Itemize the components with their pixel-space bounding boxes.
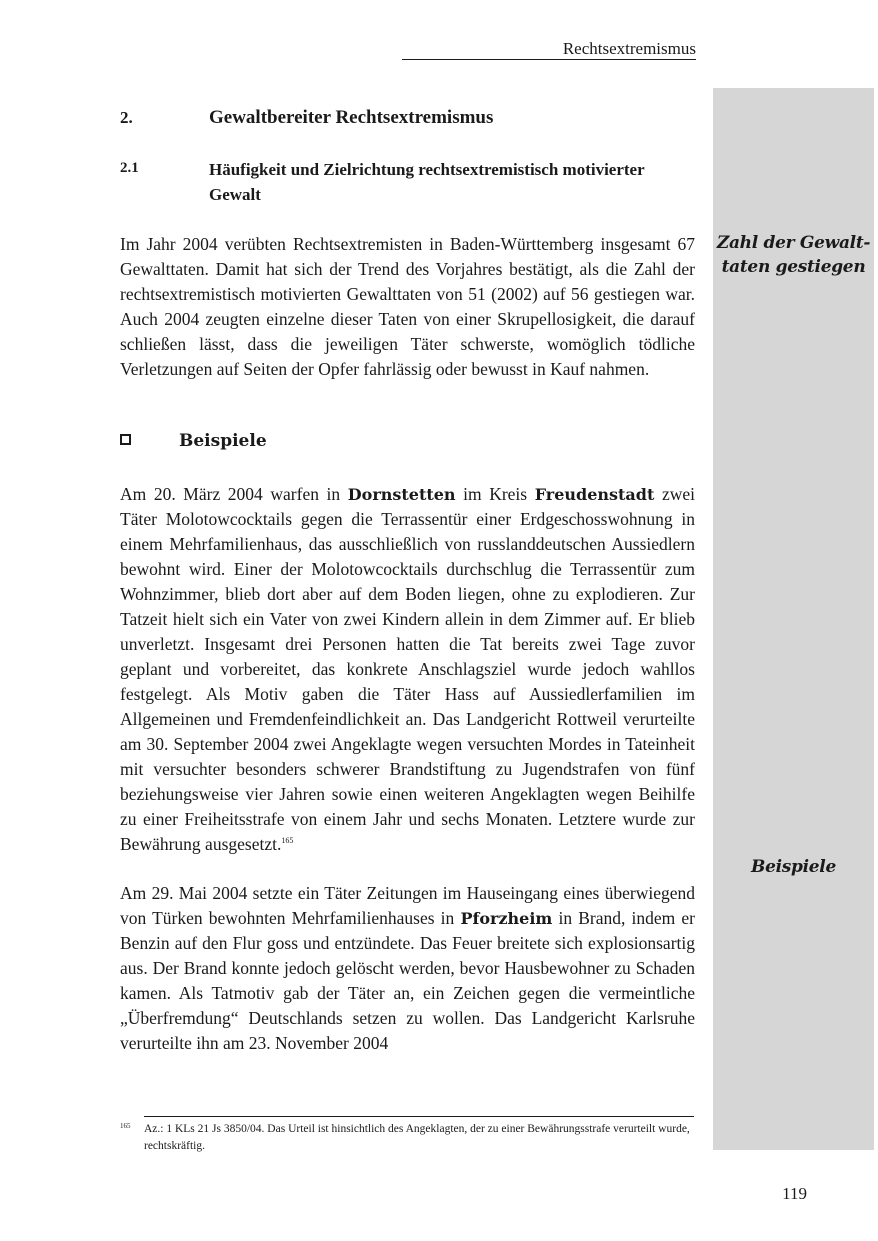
checkbox-bullet-icon <box>120 434 131 445</box>
examples-heading: Beispiele <box>179 431 267 451</box>
subsection-number: 2.1 <box>120 160 139 176</box>
paragraph-intro: Im Jahr 2004 verübten Rechtsextremisten in Baden-Württemberg insgesamt 67 Gewalttaten. Damit hat sich der Trend des Vorjahres bestätigt, als die Zahl der rechtsextremistisch motivierten Gewalttaten von 51 (2002) auf 56 gestiegen war. Auch 2004 zeugten einzelne dieser Taten von einer Skrupellosigkeit, die darauf schließen lässt, dass die jeweiligen Täter schwerste, womöglich tödliche Verletzungen auf Seiten der Opfer fahrlässig oder bewusst in Kauf nahmen. <box>120 234 695 379</box>
footnote-reference[interactable]: 165 <box>281 836 294 846</box>
paragraph-example-dornstetten <box>120 482 695 857</box>
place-name-dornstetten: Dornstetten <box>347 485 456 504</box>
text-fragment: Am 29. Mai 2004 setzte ein Täter Zeitungen im Hauseingang eines überwiegend von Türken bewohnten Mehrfamilienhauses in <box>120 883 695 928</box>
margin-note-gewalttaten: Zahl der Gewalt-taten gestiegen <box>716 233 871 277</box>
text-fragment: im Kreis <box>455 484 535 504</box>
text-fragment: Am 20. März 2004 warfen in <box>120 484 348 504</box>
paragraph-example-pforzheim <box>120 881 695 1056</box>
footnote-rule <box>144 1116 694 1117</box>
margin-note-beispiele: Beispiele <box>751 857 836 877</box>
place-name-pforzheim: Pforzheim <box>460 909 553 928</box>
page-number: 119 <box>782 1184 807 1203</box>
footnote-mark: 165 <box>120 1122 131 1130</box>
margin-sidebar <box>713 88 874 1150</box>
section-title: Gewaltbereiter Rechtsextremismus <box>209 107 494 128</box>
footnote-text: Az.: 1 KLs 21 Js 3850/04. Das Urteil ist hinsichtlich des Angeklagten, der zu einer Bewährungsstrafe verurteilt wurde, rechtskräftig. <box>144 1123 690 1152</box>
running-header: Rechtsextremismus <box>562 39 696 58</box>
subsection-title: Häufigkeit und Zielrichtung rechtsextremistisch motivierter Gewalt <box>209 160 645 204</box>
section-number: 2. <box>120 108 133 127</box>
text-fragment: in Brand, indem er Benzin auf den Flur goss und entzündete. Das Feuer breitete sich explosionsartig aus. Der Brand konnte jedoch gelöscht werden, bevor Hausbewohner zu Schaden kamen. Als Tatmotiv gab der Täter an, ein Zeichen gegen die vermeintliche „Überfremdung“ Deutschlands setzen zu wollen. Das Landgericht Karlsruhe verurteilte ihn am 23. November 2004 <box>120 908 695 1053</box>
header-rule <box>402 59 696 60</box>
place-name-freudenstadt: Freudenstadt <box>534 485 655 504</box>
text-fragment: zwei Täter Molotowcocktails gegen die Terrassentür einer Erdgeschosswohnung in einem Mehrfamilienhaus, das ausschließlich von russlanddeutschen Aussiedlern bewohnt wird. Einer der Molotowcocktails durchschlug die Terrassentür zum Wohnzimmer, blieb dort aber auf dem Boden liegen, ohne zu explodieren. Zur Tatzeit hielt sich ein Vater von zwei Kindern allein in dem Zimmer auf. Er blieb unverletzt. Insgesamt drei Personen hatten die Tat bereits zwei Tage zuvor geplant und vorbereitet, das konkrete Anschlagsziel wurde jedoch wahllos festgelegt. Als Motiv gaben die Täter Hass auf Aussiedlerfamilien im Allgemeinen und Fremdenfeindlichkeit an. Das Landgericht Rottweil verurteilte am 30. September 2004 zwei Angeklagte wegen versuchten Mordes in Tateinheit mit versuchter besonders schwerer Brandstiftung zu Jugendstrafen von fünf beziehungsweise vier Jahren sowie einen weiteren Angeklagten wegen Beihilfe zu einer Freiheitsstrafe von einem Jahr und sechs Monaten. Letztere wurde zur Bewährung ausgesetzt. <box>120 484 695 854</box>
